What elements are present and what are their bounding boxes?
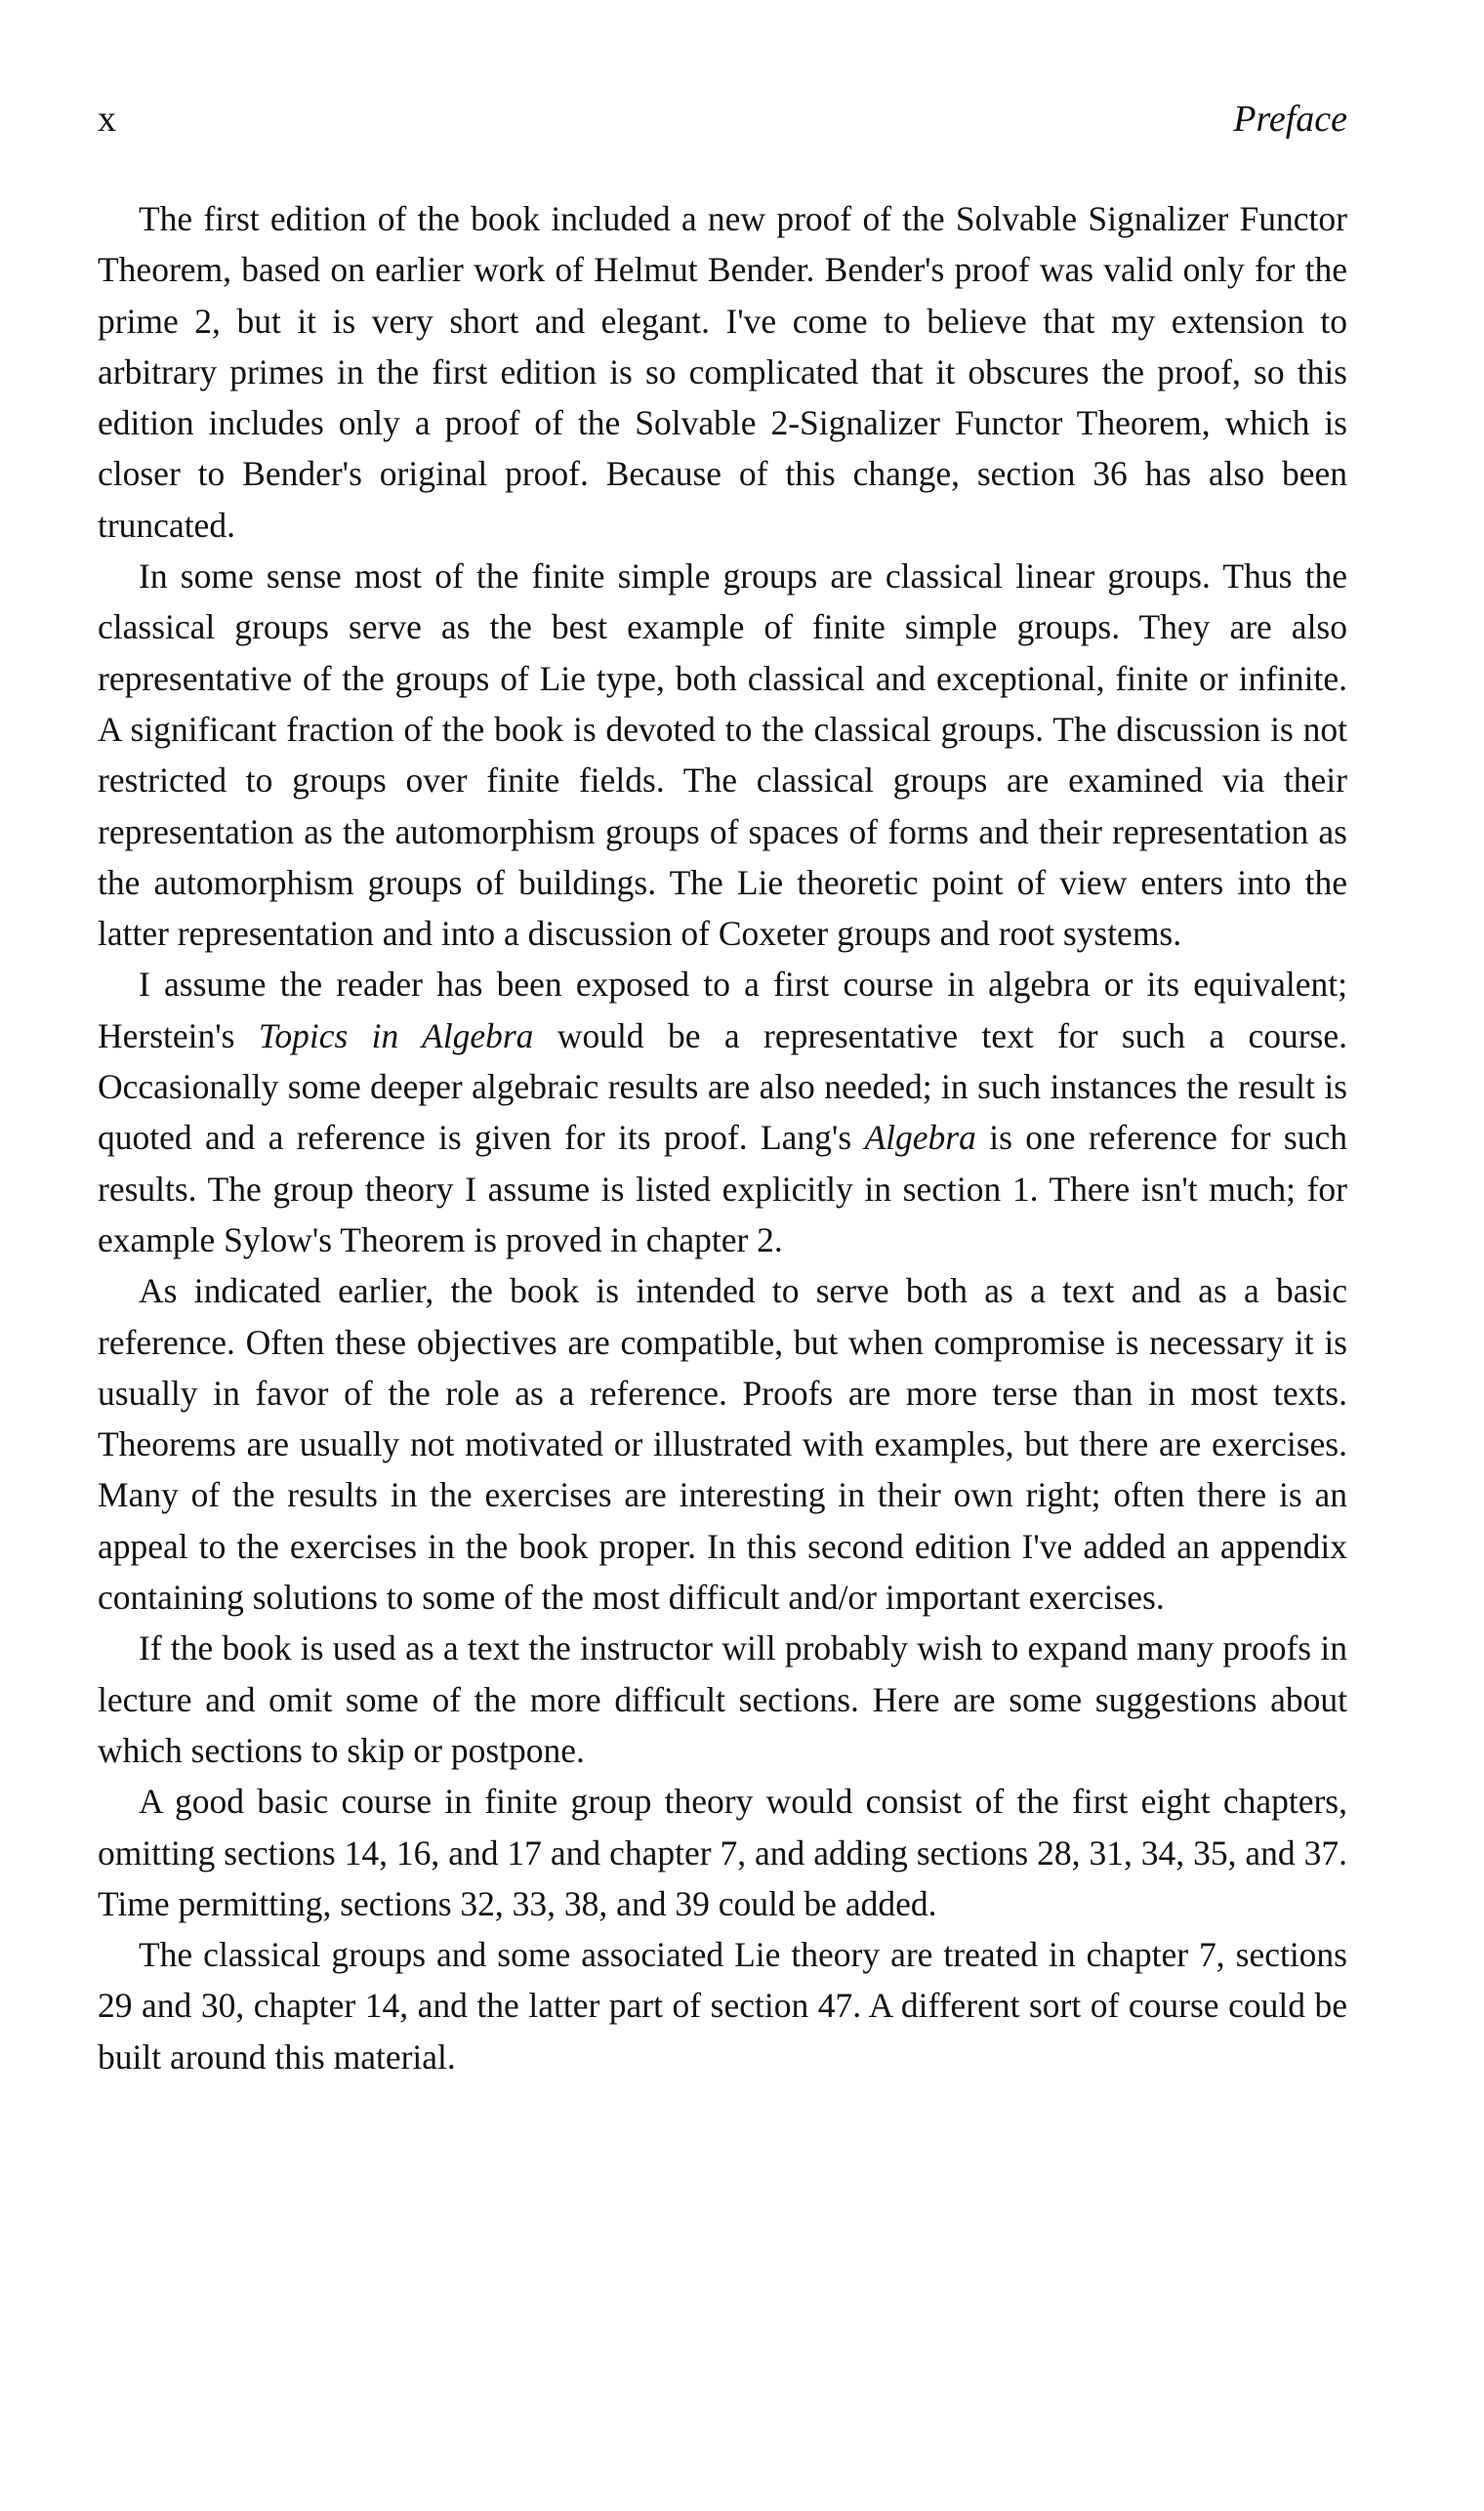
preface-body [98,193,1347,2082]
running-head [98,90,1347,148]
prerequisites-text-part-3: is one reference for such results. The group theory I assume is listed explicitly in section 1. There isn't much; for example Sylow's Theorem is proved in chapter 2. [98,1118,1347,1259]
paragraph-course-use: If the book is used as a text the instructor will probably wish to expand many proofs in lecture and omit some of the more difficult sections. Here are some suggestions about which sections to skip or postpone. [98,1628,1347,1770]
paragraph-prerequisites [98,959,1347,1265]
prerequisites-text-part-1: I assume the reader has been exposed to a first course in algebra or its equivalent; Herstein's [98,965,1347,1055]
paragraph-reference-use: As indicated earlier, the book is intended to serve both as a text and as a basic reference. Often these objectives are compatible, but when compromise is necessary it is usually in favor of the role as a reference. Proofs are more terse than in most texts. Theorems are usually not motivated or illustrated with examples, but there are exercises. Many of the results in the exercises are interesting in their own right; often there is an appeal to the exercises in the book proper. In this second edition I've added an appendix containing solutions to some of the most difficult and/or important exercises. [98,1271,1347,1618]
paragraph-basic-course: A good basic course in finite group theory would consist of the first eight chapters, omitting sections 14, 16, and 17 and chapter 7, and adding sections 28, 31, 34, 35, and 37. Time permitting, sections 32, 33, 38, and 39 could be added. [98,1782,1347,1923]
book-title-topics-in-algebra: Topics in Algebra [258,1015,534,1055]
prerequisites-text-part-2: would be a representative text for such a course. Occasionally some deeper algebraic results are also needed; in such instances the result is quoted and a reference is given for its proof. Lang's [98,1015,1347,1158]
book-title-algebra: Algebra [864,1118,976,1158]
paragraph-classical-groups-course: The classical groups and some associated Lie theory are treated in chapter 7, sections 29 and 30, chapter 14, and the latter part of section 47. A different sort of course could be built around this material. [98,1935,1347,2077]
page-number: x [98,99,116,140]
paragraph-signalizer-theorem: The first edition of the book included a new proof of the Solvable Signalizer Functor Theorem, based on earlier work of Helmut Bender. Bender's proof was valid only for the prime 2, but it is very short and elegant. I've come to believe that my extension to arbitrary primes in the first edition is so complicated that it obscures the proof, so this edition includes only a proof of the Solvable 2-Signalizer Functor Theorem, which is closer to Bender's original proof. Because of this change, section 36 has also been truncated. [98,199,1347,545]
paragraph-classical-groups: In some sense most of the finite simple groups are classical linear groups. Thus the classical groups serve as the best example of finite simple groups. They are also representative of the groups of Lie type, both classical and exceptional, finite or infinite. A significant fraction of the book is devoted to the classical groups. The discussion is not restricted to groups over finite fields. The classical groups are examined via their representation as the automorphism groups of spaces of forms and their representation as the automorphism groups of buildings. The Lie theoretic point of view enters into the latter representation and into a discussion of Coxeter groups and root systems. [98,556,1347,954]
section-title: Preface [1233,99,1347,140]
